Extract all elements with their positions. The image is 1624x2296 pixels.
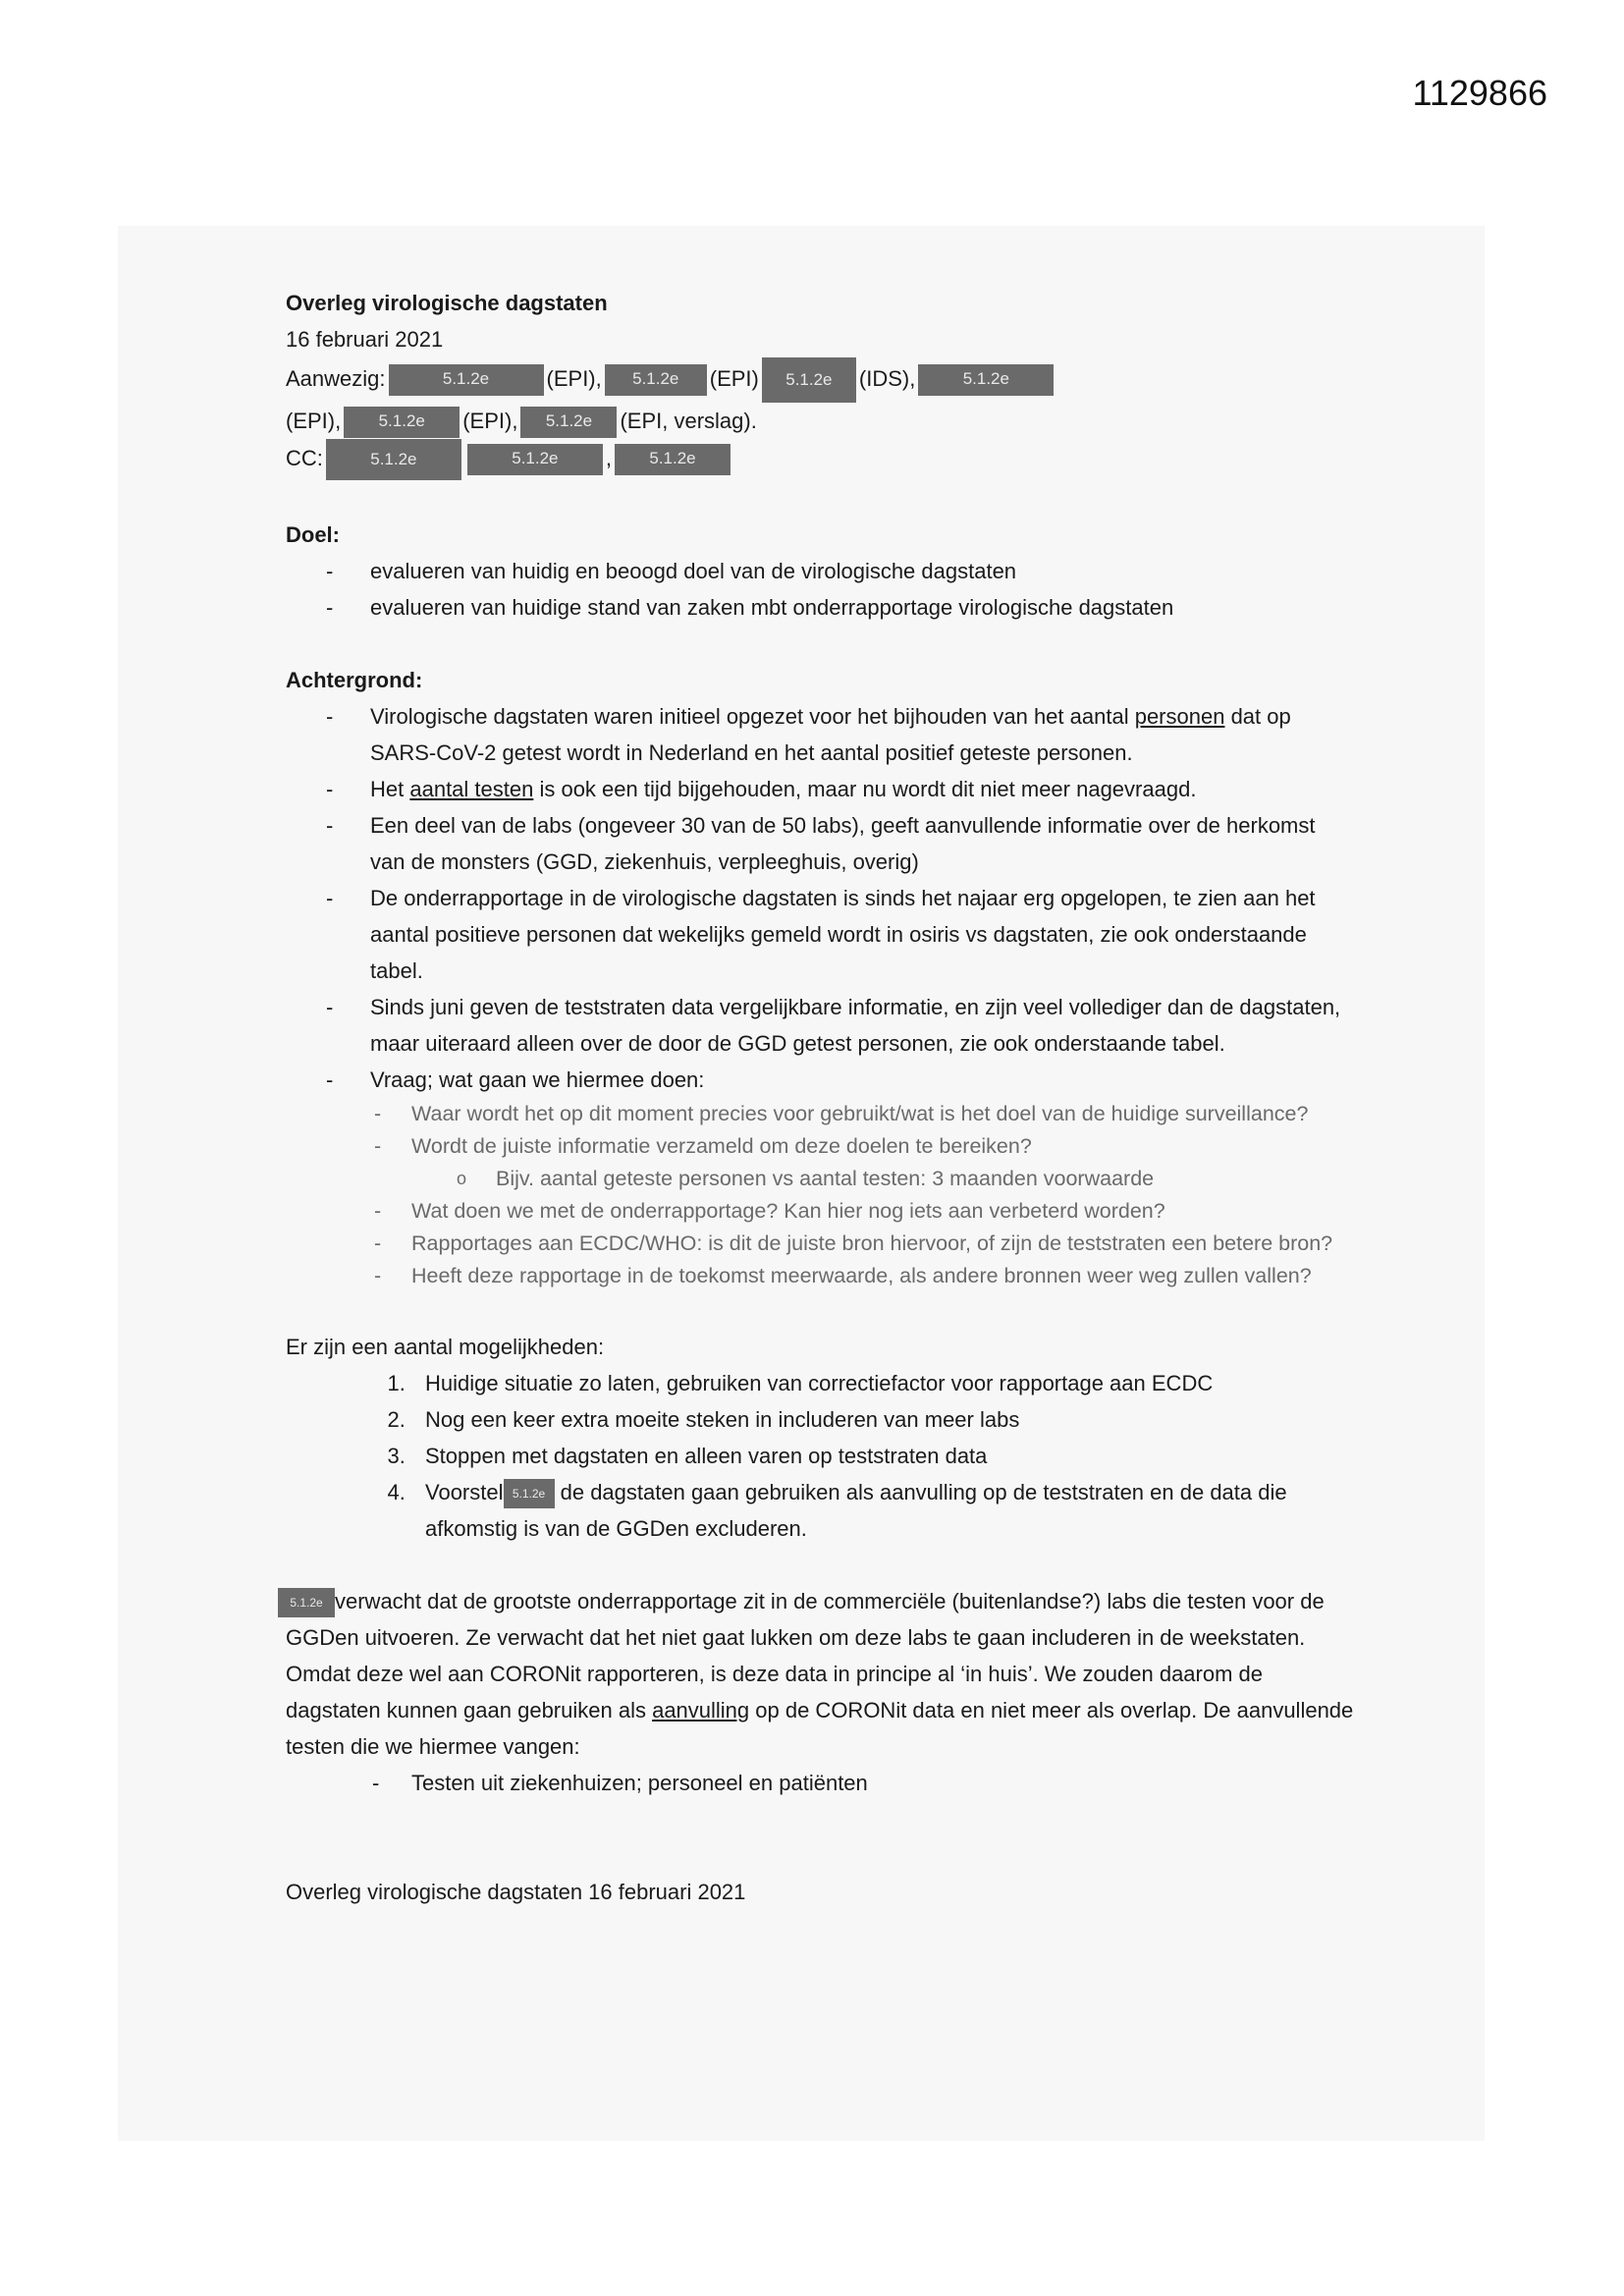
conclusion-paragraph: 5.1.2e verwacht dat de grootste onderrapportage zit in de commerciële (buitenlandse?) labs die testen voor de GGDen uitvoeren. Ze verwacht dat het niet gaat lukken om deze labs te gaan includeren in de weekstaten. Omdat deze wel aan CORONit rapporteren, is deze data in principe al ‘in huis’. We zouden daarom de dagstaten kunnen gaan gebruiken als aanvulling op de CORONit data en niet meer als overlap. De aanvullende testen die we hiermee vangen: xyxy=(286,1583,1356,1765)
tests-list xyxy=(286,1765,1356,1801)
affiliation-ids: (IDS), xyxy=(858,365,916,391)
cc-line xyxy=(286,439,1356,480)
attendance-line-1 xyxy=(286,357,1356,403)
question-item: - Wordt de juiste informatie verzameld om deze doelen te bereiken? o Bijv. aantal geteste personen vs aantal testen: 3 maanden voorwaarde xyxy=(411,1130,1356,1195)
redaction-box: 5.1.2e xyxy=(605,364,707,396)
question-item: - Heeft deze rapportage in de toekomst meerwaarde, als andere bronnen weer weg zullen vallen? xyxy=(411,1260,1356,1292)
redaction-box: 5.1.2e xyxy=(615,444,731,475)
redaction-box: 5.1.2e xyxy=(278,1588,335,1617)
redaction-box: 5.1.2e xyxy=(520,407,617,438)
list-item: - evalueren van huidig en beoogd doel van de virologische dagstaten xyxy=(370,553,1356,589)
option-item: 3. Stoppen met dagstaten en alleen varen op teststraten data xyxy=(411,1438,1356,1474)
doel-list xyxy=(286,553,1356,626)
document-number: 1129866 xyxy=(1412,73,1547,113)
question-list xyxy=(370,1098,1356,1292)
achtergrond-list xyxy=(286,698,1356,1292)
redaction-box: 5.1.2e xyxy=(326,439,461,480)
affiliation-epi: (EPI), xyxy=(462,409,518,433)
question-item: - Rapportages aan ECDC/WHO: is dit de juiste bron hiervoor, of zijn de teststraten een betere bron? xyxy=(411,1228,1356,1260)
options-list xyxy=(286,1365,1356,1547)
option-item: 2. Nog een keer extra moeite steken in includeren van meer labs xyxy=(411,1401,1356,1438)
redaction-box: 5.1.2e xyxy=(389,364,544,396)
redaction-box: 5.1.2e xyxy=(918,364,1054,396)
options-intro: Er zijn een aantal mogelijkheden: xyxy=(286,1335,605,1359)
redaction-box: 5.1.2e xyxy=(467,444,603,475)
affiliation-epi-verslag: (EPI, verslag). xyxy=(620,409,757,433)
achtergrond-heading: Achtergrond: xyxy=(286,668,423,692)
meeting-date: 16 februari 2021 xyxy=(286,327,444,352)
page-footer: Overleg virologische dagstaten 16 februari 2021 xyxy=(286,1880,746,1904)
redaction-box: 5.1.2e xyxy=(344,407,460,438)
attendance-line-2 xyxy=(286,403,1356,439)
option-item: 1. Huidige situatie zo laten, gebruiken van correctiefactor voor rapportage aan ECDC xyxy=(411,1365,1356,1401)
list-item: - De onderrapportage in de virologische dagstaten is sinds het najaar erg opgelopen, te zien aan het aantal positieve personen dat wekelijks gemeld wordt in osiris vs dagstaten, zie ook onderstaande tabel. xyxy=(370,880,1356,989)
doel-heading: Doel: xyxy=(286,522,340,547)
list-item: - Sinds juni geven de teststraten data vergelijkbare informatie, en zijn veel vollediger dan de dagstaten, maar uiteraard alleen over de door de GGD getest personen, zie ook onderstaande tabel. xyxy=(370,989,1356,1062)
document-body xyxy=(286,285,1356,1910)
affiliation-epi: (EPI) xyxy=(709,365,759,391)
cc-separator: , xyxy=(605,445,613,470)
sub-question-item: o Bijv. aantal geteste personen vs aantal testen: 3 maanden voorwaarde xyxy=(496,1163,1356,1195)
affiliation-epi: (EPI), xyxy=(546,365,602,391)
option-item: 4. Voorstel 5.1.2e de dagstaten gaan gebruiken als aanvulling op de teststraten en de data die afkomstig is van de GGDen excluderen. xyxy=(411,1474,1356,1547)
list-item: - Virologische dagstaten waren initieel opgezet voor het bijhouden van het aantal personen dat op SARS-CoV-2 getest wordt in Nederland en het aantal positief geteste personen. xyxy=(370,698,1356,771)
list-item: - Vraag; wat gaan we hiermee doen: - Waar wordt het op dit moment precies voor gebruikt/wat is het doel van de huidige surveillance? - Wordt de juiste informatie verzameld om deze doelen te bereiken? o Bijv. aantal geteste personen vs aantal testen: 3 maanden voorwaarde - Wat doen we met de onderrapportage? Kan hier nog iets aan verbeterd worden? - Rapportages aan ECDC/WHO: is dit de juiste bron hiervoor, of zijn de teststraten een betere bron? - Heeft deze rapportage in de toekomst meerwaarde, als andere bronnen weer weg zullen vallen? xyxy=(370,1062,1356,1292)
list-item: - evalueren van huidige stand van zaken mbt onderrapportage virologische dagstaten xyxy=(370,589,1356,626)
redaction-box: 5.1.2e xyxy=(762,357,856,403)
list-item: - Testen uit ziekenhuizen; personeel en patiënten xyxy=(411,1765,1356,1801)
attendance-label: Aanwezig: xyxy=(286,365,386,391)
question-item: - Waar wordt het op dit moment precies voor gebruikt/wat is het doel van de huidige surveillance? xyxy=(411,1098,1356,1130)
list-item: - Een deel van de labs (ongeveer 30 van de 50 labs), geeft aanvullende informatie over de herkomst van de monsters (GGD, ziekenhuis, verpleeghuis, overig) xyxy=(370,807,1356,880)
cc-label: CC: xyxy=(286,445,323,470)
list-item: - Het aantal testen is ook een tijd bijgehouden, maar nu wordt dit niet meer nagevraagd. xyxy=(370,771,1356,807)
affiliation-epi: (EPI), xyxy=(286,409,342,433)
sub-question-list xyxy=(411,1163,1356,1195)
question-item: - Wat doen we met de onderrapportage? Kan hier nog iets aan verbeterd worden? xyxy=(411,1195,1356,1228)
document-title: Overleg virologische dagstaten xyxy=(286,291,608,315)
redaction-box: 5.1.2e xyxy=(504,1479,555,1508)
